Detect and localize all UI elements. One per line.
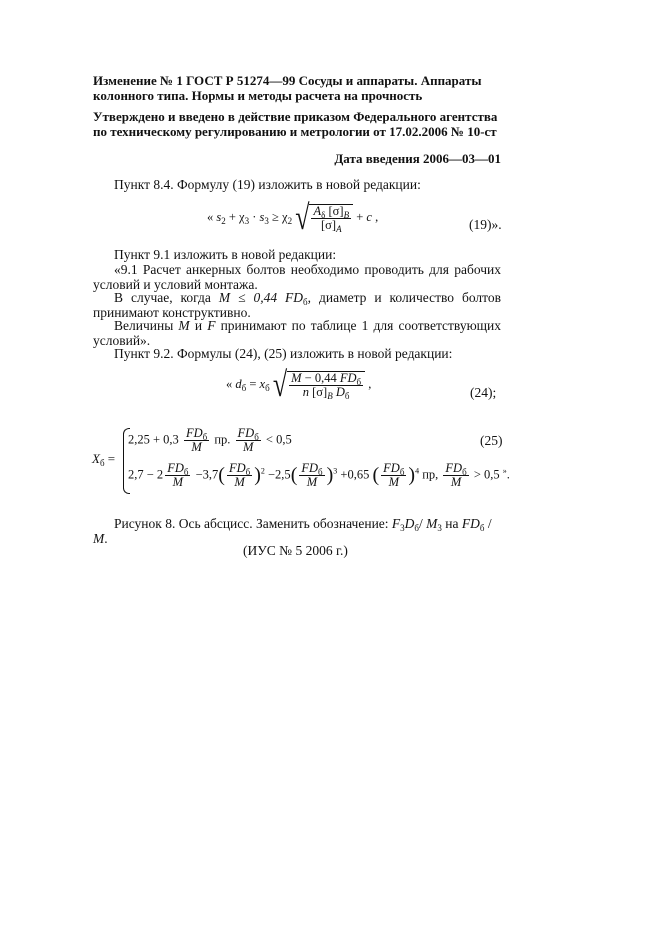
values-text-c: принимают по таблице 1 для соответствующих условий». [93,318,502,348]
paragraph-8-4: Пункт 8.4. Формулу (19) изложить в новой редакции: [114,177,421,192]
values-text-b: и [194,318,203,333]
case-text-b: , диаметр и количество болтов принимают конструктивно. [93,290,501,320]
ius-reference: (ИУС № 5 2006 г.) [243,543,348,558]
eq25-number: (25) [480,433,503,448]
paragraph-9-1-values: Величины M и F принимают по таблице 1 для соответствующих условий». [93,318,502,348]
formula-25-case2: 2,7 − 2 $\frac{FD_б}{M}$ −3,7( $\frac{FD_б}{M}$ )$^2$ −2,5( $\frac{FD_б}{M}$ )$^3$ +0,65 ( $\frac{FD_б}{M}$ )$^4$ пр, $\frac{FD_б}{M}$ > 0,5 ». [128,461,510,489]
effective-date: Дата введения 2006—03—01 [334,151,501,166]
formula-25-case1: 2,25 + 0,3 $\frac{FD_б}{M}$ пр. $\frac{FD_б}{M}$ < 0,5 [128,426,292,454]
paragraph-9-2: Пункт 9.2. Формулы (24), (25) изложить в новой редакции: [114,346,453,361]
case-text-a: В случае, когда [114,290,211,305]
formula-25-lhs: $X_б$ = [92,451,116,468]
paragraph-9-1: Пункт 9.1 изложить в новой редакции: [114,247,337,262]
paragraph-9-1-case: В случае, когда M ≤ 0,44 $FD_б$, диаметр и количество болтов принимают конструктивно. [93,290,501,320]
amendment-title: Изменение № 1 ГОСТ Р 51274—99 Сосуды и аппараты. Аппараты колонного типа. Нормы и методы расчета на прочность [93,73,482,103]
paragraph-9-1-quote: «9.1 Расчет анкерных болтов необходимо проводить для рабочих условий и условий монтажа. [93,262,501,292]
sqrt-sign-24: √ $\frac{M - 0,44 FD_б}{n [\sigma]_B D_б}$ [273,370,365,400]
eq19-number: (19)». [469,217,502,232]
formula-19: « $s_2 + \chi_3 \cdot s_3 \ge \chi_2$ √ $\frac{A_\delta [\sigma]_B}{[\sigma]_A}$ + c , [207,197,379,237]
approval-note: Утверждено и введено в действие приказом Федерального агентства по техническому регулированию и метрологии от 17.02.2006 № 10-ст [93,109,498,139]
eq24-number: (24); [470,385,497,400]
formula-24: « $d_б = x_б$ √ $\frac{M - 0,44 FD_б}{n [\sigma]_B D_б}$ , [226,364,372,404]
sqrt-sign: √ $\frac{A_\delta [\sigma]_B}{[\sigma]_A}$ [295,203,353,233]
figure-8-note: Рисунок 8. Ось абсцисс. Заменить обозначение: $F_3D_б/$ $M_3$ на $FD_б$ / M. [93,516,492,546]
values-text-a: Величины [114,318,174,333]
case-condition: M ≤ 0,44 FD [218,290,304,305]
